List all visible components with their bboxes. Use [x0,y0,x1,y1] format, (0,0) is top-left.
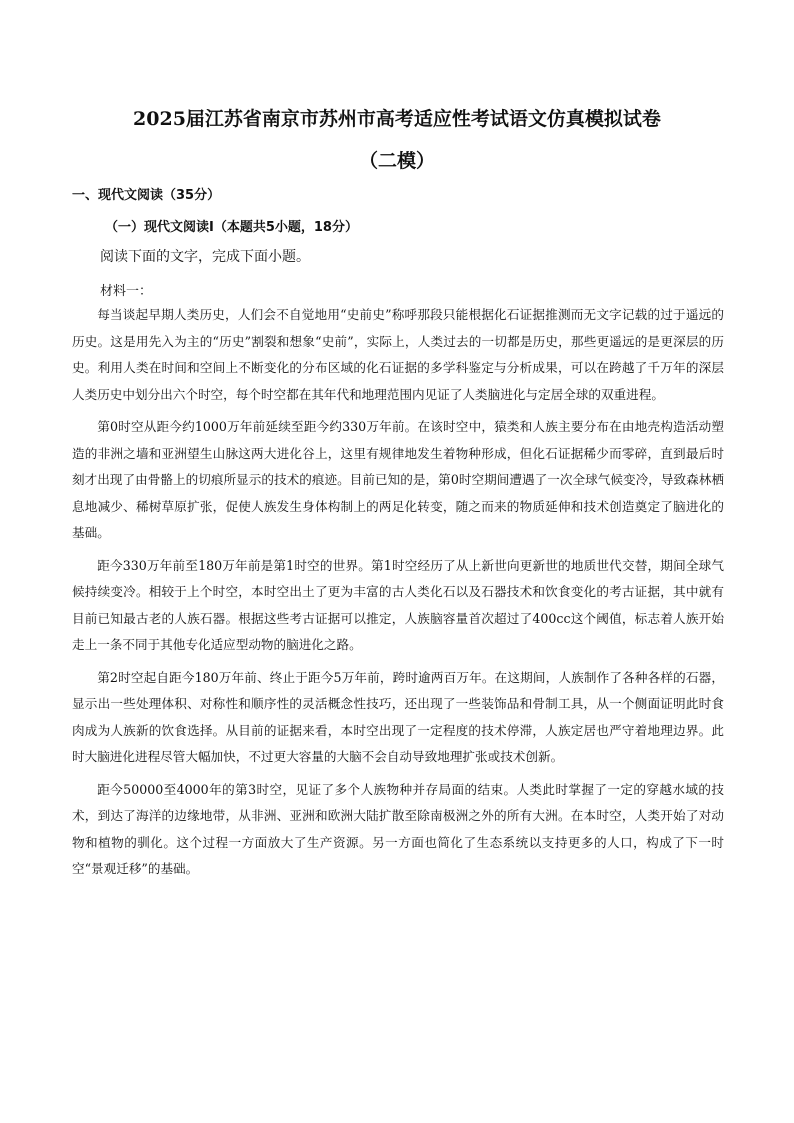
material-label: 材料一： [100,284,153,299]
section-heading: 一、现代文阅读（35分） [72,188,221,203]
reading-instruction: 阅读下面的文字，完成下面小题。 [100,249,310,265]
passage-paragraph: 距今330万年前至180万年前是第1时空的世界。第1时空经历了从上新世向更新世的地质世代交替，期间全球气候持续变冷。相较于上个时空，本时空出土了更为丰富的古人类化石以及石器技术和饮食变化的考古证据，其中就有目前已知最古老的人族石器。根据这些考古证据可以推定，人族脑容量首次超过了400cc这个阈值，标志着人族开始走上一条不同于其他专化适应型动物的脑进化之路。 [72,557,724,652]
passage-body [72,302,724,889]
passage-paragraph: 每当谈起早期人类历史，人们会不自觉地用“史前史”称呼那段只能根据化石证据推测而无文字记载的过于遥远的历史。这是用先入为主的“历史”割裂和想象“史前”，实际上，人类过去的一切都是历史，那些更遥远的是更深层的历史。利用人类在时间和空间上不断变化的分布区域的化石证据的多学科鉴定与分析成果，可以在跨越了千万年的深层人类历史中划分出六个时空，每个时空都在其年代和地理范围内见证了人类脑进化与定居全球的双重进程。 [72,307,724,402]
document-subtitle: （二模） [358,150,435,172]
passage-paragraph: 第2时空起自距今180万年前、终止于距今5万年前，跨时逾两百万年。在这期间，人族制作了各种各样的石器，显示出一些处理体积、对称性和顺序性的灵活概念性技巧，还出现了一些装饰品和骨制工具，从一个侧面证明此时食肉成为人族新的饮食选择。从目前的证据来看，本时空出现了一定程度的技术停滞，人族定居也严守着地理边界。此时大脑进化进程尽管大幅加快，不过更大容量的大脑不会自动导致地理扩张或技术创新。 [72,669,724,764]
subsection-heading: （一）现代文阅读Ⅰ（本题共5小题，18分） [105,220,358,235]
passage-paragraph: 第0时空从距今约1000万年前延续至距今约330万年前。在该时空中，猿类和人族主要分布在由地壳构造活动塑造的非洲之墙和亚洲望生山脉这两大进化谷上，这里有规律地发生着物种形成，但化石证据稀少而零碎，直到最后时刻才出现了由骨骼上的切痕所显示的技术的痕迹。目前已知的是，第0时空期间遭遇了一次全球气候变冷，导致森林栖息地减少、稀树草原扩张，促使人族发生身体构制上的两足化转变，随之而来的物质延伸和技术创造奠定了脑进化的基础。 [72,419,724,540]
document-title: 2025届江苏省南京市苏州市高考适应性考试语文仿真模拟试卷 [133,108,661,130]
passage-paragraph: 距今50000至4000年的第3时空，见证了多个人族物种并存局面的结束。人类此时掌握了一定的穿越水域的技术，到达了海洋的边缘地带，从非洲、亚洲和欧洲大陆扩散至除南极洲之外的所有大洲。在本时空，人类开始了对动物和植物的驯化。这个过程一方面放大了生产资源。另一方面也简化了生态系统以支持更多的人口，构成了下一时空“景观迁移”的基础。 [72,781,724,876]
